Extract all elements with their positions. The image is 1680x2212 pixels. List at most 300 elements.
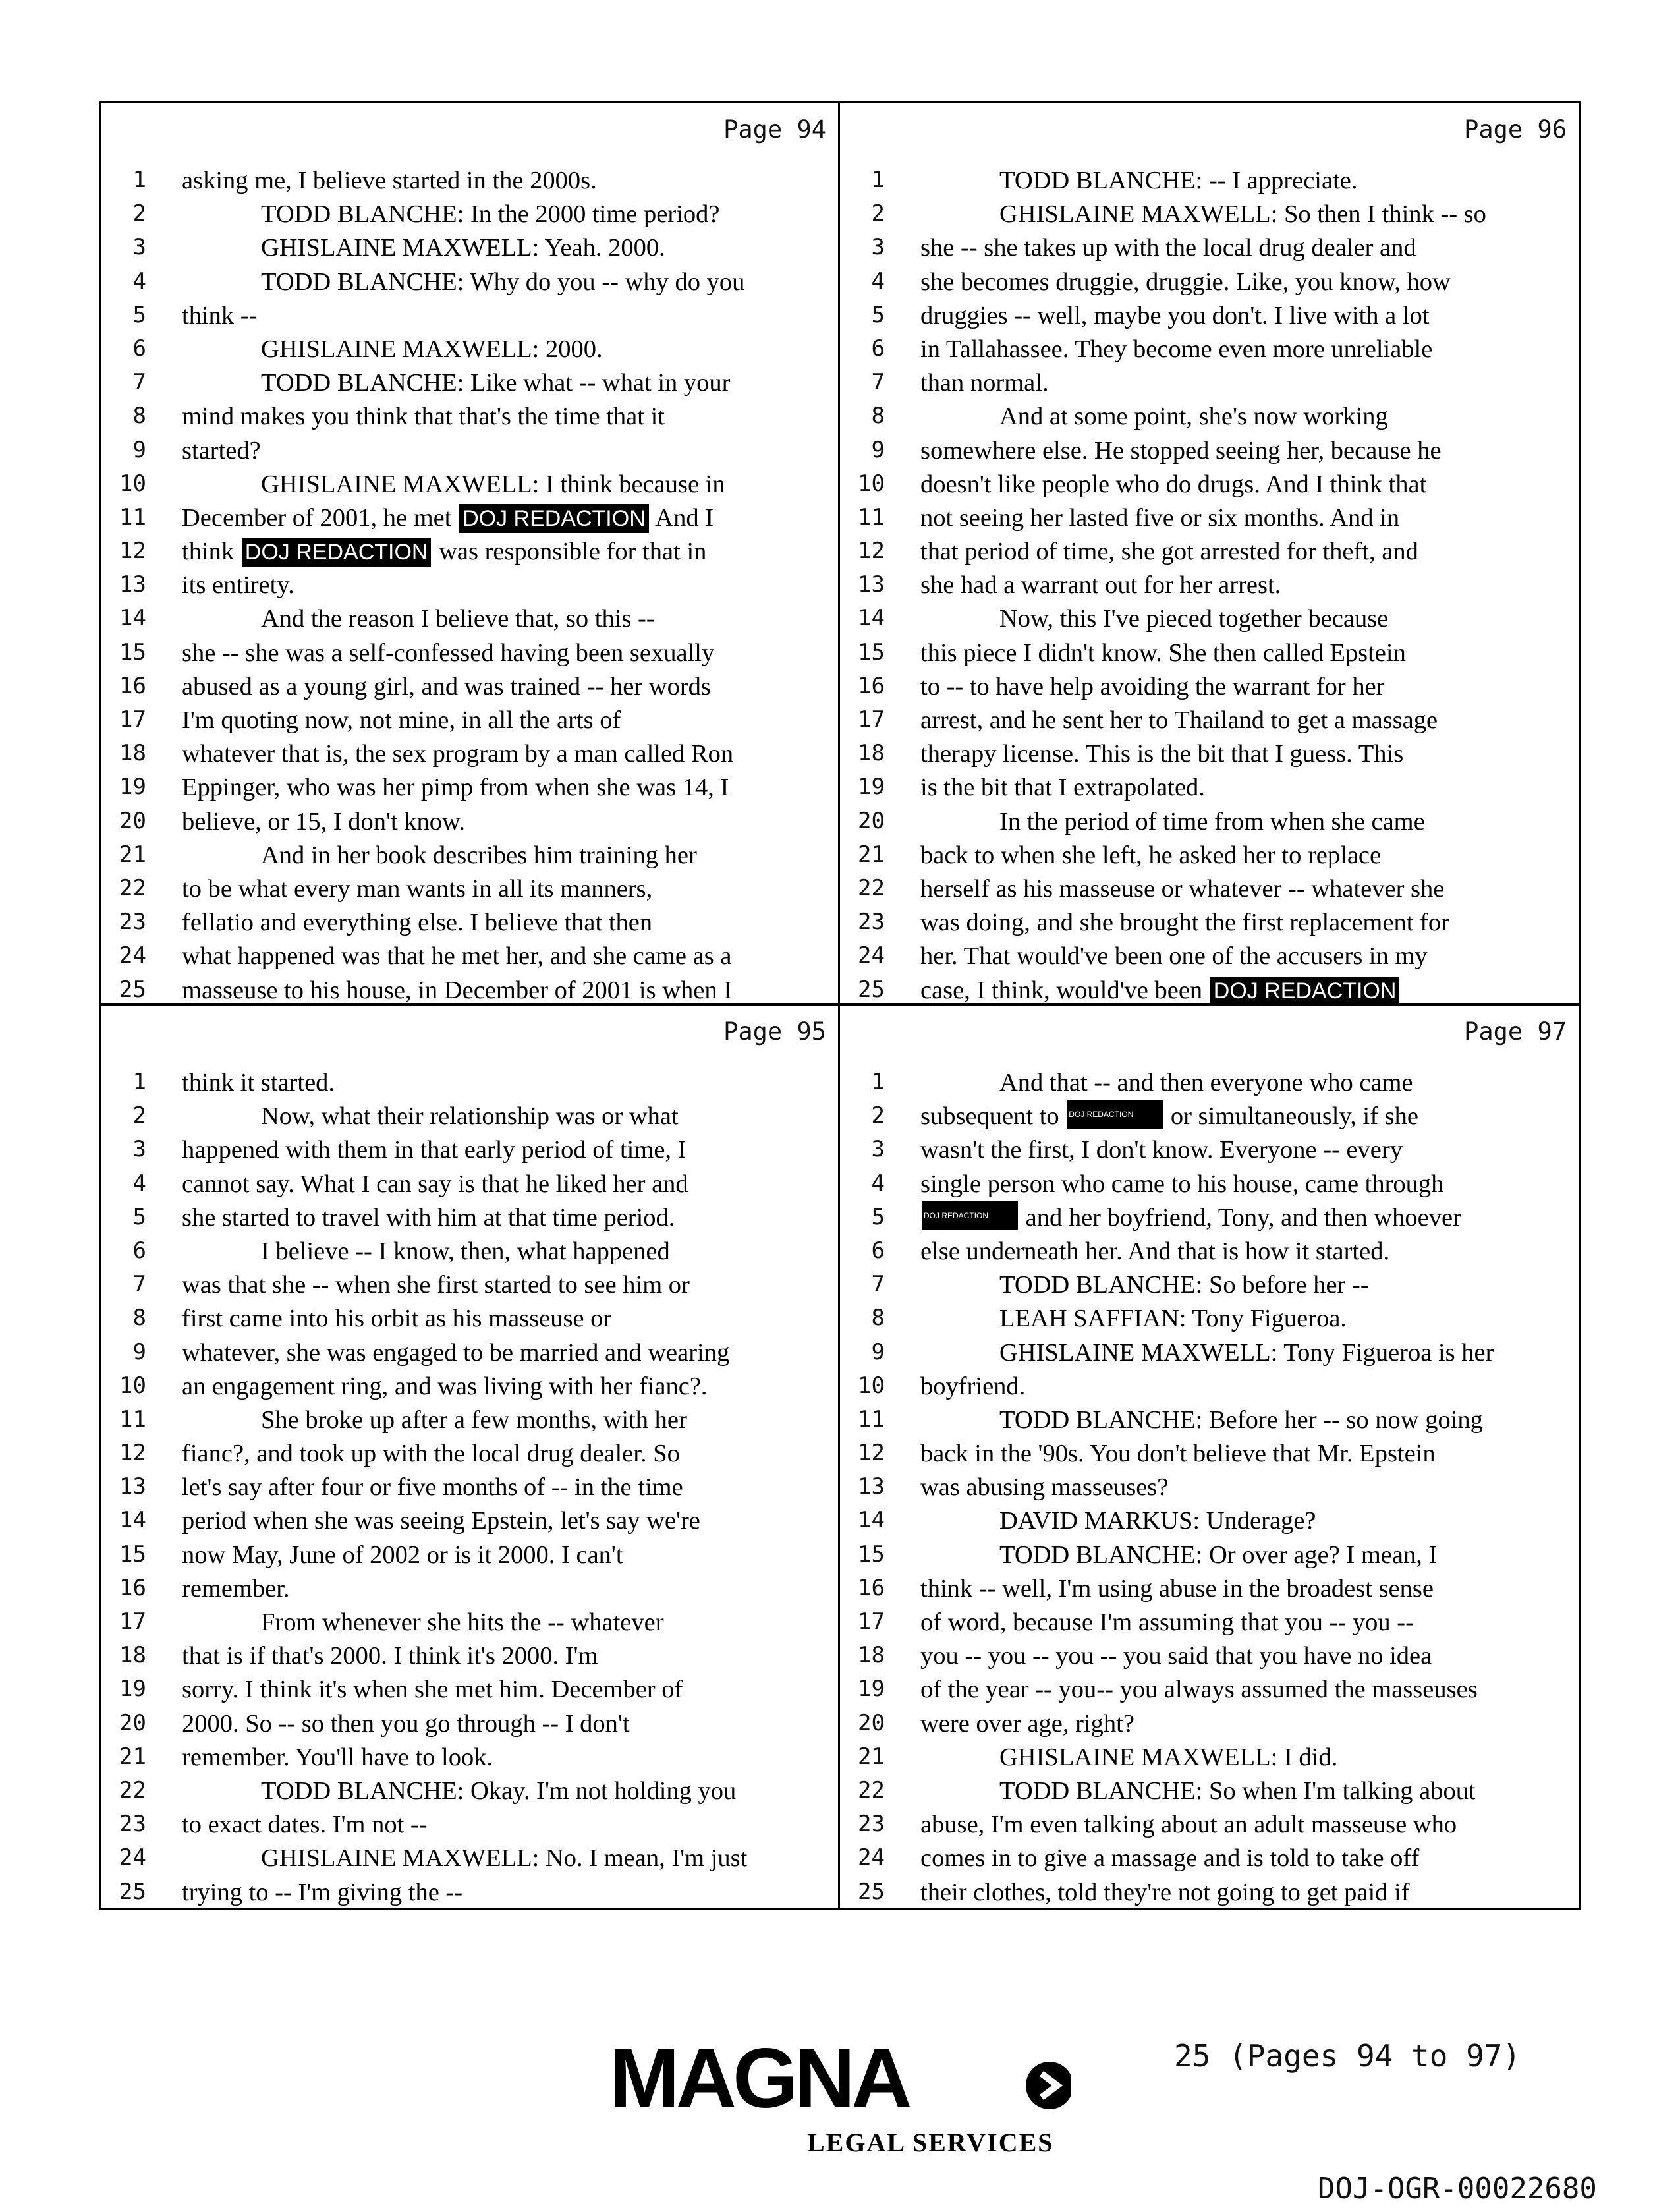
line-text <box>182 839 831 872</box>
transcript-line <box>101 266 838 299</box>
transcript-page-96 <box>840 103 1579 1006</box>
line-text <box>182 637 831 670</box>
line-text <box>920 670 1572 704</box>
line-text-segment: she becomes druggie, druggie. Like, you know, how <box>920 268 1451 296</box>
transcript-line <box>101 1539 838 1572</box>
transcript-line <box>840 198 1579 231</box>
line-number: 13 <box>858 571 885 598</box>
line-text <box>920 737 1572 771</box>
logo-subtitle: LEGAL SERVICES <box>807 2128 1054 2157</box>
line-text-segment: think -- <box>182 301 258 329</box>
line-text-segment: TODD BLANCHE: Okay. I'm not holding you <box>261 1776 737 1805</box>
line-text <box>920 1302 1572 1336</box>
transcript-page-94 <box>101 103 840 1006</box>
transcript-line <box>101 974 838 1006</box>
line-text-segment: And at some point, she's now working <box>999 403 1388 431</box>
line-text <box>920 434 1572 468</box>
line-text <box>920 637 1572 670</box>
line-text <box>920 1404 1572 1437</box>
line-text-segment: asking me, I believe started in the 2000s. <box>182 167 597 194</box>
line-text <box>182 1504 831 1538</box>
line-text <box>182 198 831 231</box>
transcript-line <box>840 1302 1579 1336</box>
line-number: 17 <box>119 1608 146 1635</box>
line-number: 4 <box>132 1170 146 1197</box>
line-text-segment: fianc?, and took up with the local drug dealer. So <box>182 1440 680 1468</box>
line-text-segment: think <box>182 538 240 566</box>
transcript-line <box>101 704 838 737</box>
line-text <box>182 266 831 299</box>
line-text-segment: arrest, and he sent her to Thailand to get a massage <box>920 706 1438 734</box>
transcript-line <box>840 839 1579 872</box>
transcript-page-95 <box>101 1006 840 1908</box>
line-text-segment: TODD BLANCHE: In the 2000 time period? <box>261 200 720 229</box>
line-number: 19 <box>858 774 885 801</box>
line-number: 4 <box>132 268 146 295</box>
line-number: 19 <box>858 1676 885 1703</box>
line-number: 12 <box>119 538 146 565</box>
line-text <box>182 1302 831 1336</box>
line-number: 5 <box>132 301 146 328</box>
line-text <box>182 1572 831 1606</box>
line-number: 17 <box>119 706 146 733</box>
line-text-segment: or simultaneously, if she <box>1164 1102 1418 1131</box>
line-number: 7 <box>132 1271 146 1298</box>
transcript-line <box>101 670 838 704</box>
transcript-line <box>840 333 1579 366</box>
line-text-segment: single person who came to his house, came through <box>920 1170 1444 1198</box>
line-text-segment: whatever, she was engaged to be married and wearing <box>182 1338 730 1367</box>
line-text <box>182 1100 831 1133</box>
line-number: 21 <box>119 841 146 868</box>
line-text <box>920 906 1572 940</box>
transcript-line <box>840 771 1579 805</box>
line-number: 24 <box>858 942 885 969</box>
transcript-line <box>101 164 838 198</box>
transcript-line <box>101 1606 838 1639</box>
line-text <box>182 1404 831 1437</box>
line-number: 11 <box>858 503 885 530</box>
line-text-segment: And that -- and then everyone who came <box>999 1069 1413 1096</box>
transcript-line <box>840 1471 1579 1504</box>
line-text-segment: an engagement ring, and was living with her fianc?. <box>182 1372 708 1400</box>
transcript-line <box>840 704 1579 737</box>
line-text-segment: was that she -- when she first started to see him or <box>182 1271 690 1299</box>
line-text-segment: wasn't the first, I don't know. Everyone -- every <box>920 1136 1403 1164</box>
line-text <box>920 1066 1572 1100</box>
line-number: 16 <box>119 1574 146 1601</box>
line-text-segment: GHISLAINE MAXWELL: So then I think -- so <box>999 200 1486 229</box>
line-number: 7 <box>871 369 885 396</box>
line-text <box>182 164 831 198</box>
line-text <box>920 366 1572 400</box>
line-number: 23 <box>858 909 885 936</box>
line-text-segment: DAVID MARKUS: Underage? <box>999 1507 1316 1535</box>
line-number: 25 <box>858 1878 885 1905</box>
transcript-line <box>840 602 1579 636</box>
line-text-segment: case, I think, would've been <box>920 976 1209 1004</box>
page-number: Page 96 <box>1464 115 1567 144</box>
line-text-segment: its entirety. <box>182 571 294 600</box>
line-text-segment: her. That would've been one of the accusers in my <box>920 942 1428 971</box>
line-number: 11 <box>858 1405 885 1432</box>
transcript-line <box>101 872 838 906</box>
line-text <box>920 1539 1572 1572</box>
redaction-box: DOJ REDACTION <box>1210 977 1400 1006</box>
line-text-segment: subsequent to <box>920 1102 1066 1131</box>
line-number: 13 <box>858 1473 885 1500</box>
line-number: 22 <box>119 1776 146 1803</box>
line-text <box>920 940 1572 973</box>
line-text-segment: December of 2001, he met <box>182 503 459 532</box>
line-text-segment: druggies -- well, maybe you don't. I live with a lot <box>920 301 1430 329</box>
transcript-line <box>101 940 838 973</box>
transcript-line <box>840 940 1579 973</box>
line-text <box>182 1437 831 1471</box>
line-number: 4 <box>871 1170 885 1197</box>
line-number: 6 <box>871 335 885 362</box>
line-text-segment: believe, or 15, I don't know. <box>182 807 465 836</box>
line-text <box>182 771 831 805</box>
line-text-segment: else underneath her. And that is how it started. <box>920 1237 1390 1265</box>
line-text <box>182 1741 831 1774</box>
line-number: 10 <box>858 1372 885 1399</box>
line-number: 25 <box>119 1878 146 1905</box>
line-text-segment: abused as a young girl, and was trained -- her words <box>182 672 711 700</box>
redaction-box: DOJ REDACTION <box>242 538 432 567</box>
line-text <box>920 1741 1572 1774</box>
line-text-segment: you -- you -- you -- you said that you have no idea <box>920 1642 1432 1670</box>
line-number: 2 <box>871 1102 885 1129</box>
line-text-segment: TODD BLANCHE: Or over age? I mean, I <box>999 1541 1438 1569</box>
line-text <box>182 1639 831 1673</box>
transcript-line <box>840 1370 1579 1404</box>
line-text <box>182 569 831 602</box>
transcript-line <box>840 1808 1579 1842</box>
line-text <box>920 1876 1572 1908</box>
transcript-line <box>101 1673 838 1707</box>
line-text <box>182 1606 831 1639</box>
line-number: 10 <box>119 470 146 497</box>
transcript-line <box>840 1639 1579 1673</box>
transcript-line <box>840 1437 1579 1471</box>
line-number: 9 <box>871 436 885 463</box>
line-text <box>182 434 831 468</box>
line-text-segment: that period of time, she got arrested for theft, and <box>920 538 1418 566</box>
transcript-line <box>840 1572 1579 1606</box>
transcript-line <box>101 1808 838 1842</box>
line-text-segment: in Tallahassee. They become even more unreliable <box>920 335 1433 363</box>
line-number: 6 <box>871 1237 885 1264</box>
transcript-line <box>840 535 1579 569</box>
line-number: 14 <box>858 1507 885 1534</box>
line-text <box>182 1235 831 1268</box>
line-text <box>182 1808 831 1842</box>
transcript-line <box>101 839 838 872</box>
transcript-line <box>840 906 1579 940</box>
transcript-line <box>101 1100 838 1133</box>
transcript-line <box>101 805 838 839</box>
line-text <box>920 198 1572 231</box>
transcript-line <box>101 1370 838 1404</box>
line-text-segment: first came into his orbit as his masseuse or <box>182 1305 612 1333</box>
page-number: Page 97 <box>1464 1017 1567 1046</box>
line-text <box>182 1673 831 1707</box>
line-number: 2 <box>871 200 885 227</box>
line-text <box>920 1707 1572 1741</box>
line-number: 8 <box>132 403 146 430</box>
transcript-line <box>101 535 838 569</box>
transcript-line <box>840 1876 1579 1908</box>
line-text-segment: 2000. So -- so then you go through -- I don't <box>182 1709 630 1738</box>
transcript-lines <box>101 164 838 1006</box>
bates-number: DOJ-OGR-00022680 <box>1318 2172 1597 2205</box>
line-text-segment: think it started. <box>182 1069 335 1096</box>
transcript-line <box>840 974 1579 1006</box>
transcript-line <box>840 670 1579 704</box>
transcript-line <box>840 569 1579 602</box>
transcript-line <box>101 1235 838 1268</box>
transcript-line <box>101 1336 838 1370</box>
line-text <box>920 1471 1572 1504</box>
transcript-line <box>840 1504 1579 1538</box>
line-text-segment: to exact dates. I'm not -- <box>182 1811 428 1839</box>
line-text <box>182 1774 831 1808</box>
line-text-segment: And in her book describes him training her <box>261 841 697 869</box>
line-text <box>920 1370 1572 1404</box>
transcript-line <box>101 1201 838 1235</box>
line-number: 11 <box>119 503 146 530</box>
line-text <box>182 1539 831 1572</box>
line-number: 14 <box>119 1507 146 1534</box>
transcript-line <box>101 400 838 434</box>
line-text <box>920 1504 1572 1538</box>
line-number: 7 <box>871 1271 885 1298</box>
line-number: 20 <box>119 807 146 834</box>
line-text <box>182 1707 831 1741</box>
line-number: 21 <box>858 1743 885 1770</box>
line-text-segment: LEAH SAFFIAN: Tony Figueroa. <box>999 1305 1347 1333</box>
line-text <box>920 805 1572 839</box>
transcript-line <box>840 872 1579 906</box>
transcript-line <box>840 737 1579 771</box>
line-number: 3 <box>132 234 146 261</box>
transcript-line <box>840 1842 1579 1875</box>
line-text-segment: GHISLAINE MAXWELL: No. I mean, I'm just <box>261 1844 748 1873</box>
line-number: 10 <box>858 470 885 497</box>
line-text-segment: of word, because I'm assuming that you -- you -- <box>920 1608 1414 1636</box>
line-text-segment: she started to travel with him at that time period. <box>182 1203 675 1232</box>
line-number: 8 <box>132 1305 146 1332</box>
line-text-segment: boyfriend. <box>920 1372 1026 1400</box>
line-number: 8 <box>871 403 885 430</box>
line-number: 1 <box>132 1069 146 1095</box>
line-number: 17 <box>858 1608 885 1635</box>
line-text <box>920 266 1572 299</box>
line-number: 15 <box>119 638 146 666</box>
line-text-segment: TODD BLANCHE: So when I'm talking about <box>999 1776 1476 1805</box>
transcript-line <box>101 569 838 602</box>
transcript-line <box>101 1471 838 1504</box>
line-number: 6 <box>132 335 146 362</box>
line-text <box>182 974 831 1006</box>
line-text-segment: fellatio and everything else. I believe that then <box>182 909 653 937</box>
line-text-segment: remember. You'll have to look. <box>182 1743 493 1771</box>
line-number: 25 <box>858 976 885 1003</box>
line-text-segment: She broke up after a few months, with her <box>261 1405 687 1434</box>
transcript-line <box>101 771 838 805</box>
transcript-line <box>840 231 1579 265</box>
transcript-line <box>101 333 838 366</box>
line-text-segment: happened with them in that early period of time, I <box>182 1136 686 1164</box>
transcript-line <box>840 434 1579 468</box>
line-text-segment: she had a warrant out for her arrest. <box>920 571 1281 600</box>
line-text <box>182 602 831 636</box>
redaction-box: DOJ REDACTION <box>922 1201 1018 1230</box>
transcript-line <box>101 1404 838 1437</box>
line-text <box>920 468 1572 501</box>
line-text-segment: think -- well, I'm using abuse in the broadest sense <box>920 1574 1434 1602</box>
transcript-line <box>840 1066 1579 1100</box>
line-text-segment: Now, this I've pieced together because <box>999 605 1389 633</box>
line-number: 18 <box>858 1642 885 1669</box>
line-text <box>920 1437 1572 1471</box>
line-text-segment: was responsible for that in <box>432 538 707 566</box>
line-number: 23 <box>119 1811 146 1838</box>
line-text-segment: mind makes you think that that's the time that it <box>182 403 665 431</box>
transcript-line <box>101 1774 838 1808</box>
line-number: 22 <box>119 874 146 901</box>
transcript-line <box>840 637 1579 670</box>
transcript-line <box>840 299 1579 333</box>
transcript-line <box>840 1235 1579 1268</box>
line-text <box>920 1133 1572 1167</box>
line-text <box>920 771 1572 805</box>
line-number: 23 <box>858 1811 885 1838</box>
line-text-segment: trying to -- I'm giving the -- <box>182 1878 463 1906</box>
line-text-segment: GHISLAINE MAXWELL: I did. <box>999 1743 1338 1771</box>
transcript-line <box>101 1741 838 1774</box>
line-text <box>920 1808 1572 1842</box>
line-text-segment: From whenever she hits the -- whatever <box>261 1608 664 1636</box>
line-number: 19 <box>119 1676 146 1703</box>
transcript-line <box>840 164 1579 198</box>
transcript-line <box>101 1876 838 1908</box>
transcript-line <box>101 198 838 231</box>
line-text-segment: is the bit that I extrapolated. <box>920 774 1205 802</box>
line-text <box>182 1066 831 1100</box>
line-number: 1 <box>132 167 146 193</box>
line-number: 24 <box>119 942 146 969</box>
line-text-segment: started? <box>182 436 261 465</box>
line-text <box>920 839 1572 872</box>
line-text-segment: their clothes, told they're not going to get paid if <box>920 1878 1410 1906</box>
line-text-segment: TODD BLANCHE: Like what -- what in your <box>261 369 731 397</box>
line-text-segment: TODD BLANCHE: Before her -- so now going <box>999 1405 1483 1434</box>
line-text <box>920 569 1572 602</box>
redaction-box: DOJ REDACTION <box>1067 1100 1163 1129</box>
line-number: 15 <box>858 638 885 666</box>
line-text-segment: TODD BLANCHE: -- I appreciate. <box>999 167 1358 194</box>
line-number: 12 <box>858 538 885 565</box>
transcript-line <box>840 1268 1579 1302</box>
transcript-line <box>840 1201 1579 1235</box>
line-text-segment: she -- she was a self-confessed having been sexually <box>182 638 715 667</box>
line-text-segment: herself as his masseuse or whatever -- whatever she <box>920 874 1445 903</box>
line-text <box>920 1268 1572 1302</box>
line-text <box>182 1876 831 1908</box>
line-text <box>920 501 1572 535</box>
line-number: 25 <box>119 976 146 1003</box>
transcript-page-97 <box>840 1006 1579 1908</box>
transcript-line <box>101 637 838 670</box>
transcript-line <box>101 906 838 940</box>
line-text <box>182 1201 831 1235</box>
line-number: 5 <box>871 301 885 328</box>
line-text <box>182 704 831 737</box>
line-text-segment: GHISLAINE MAXWELL: I think because in <box>261 470 725 498</box>
line-text <box>182 535 831 569</box>
line-number: 17 <box>858 706 885 733</box>
transcript-lines <box>101 1066 838 1908</box>
transcript-grid <box>99 101 1581 1910</box>
line-text <box>920 1168 1572 1201</box>
line-text <box>920 1201 1572 1235</box>
line-text-segment: Eppinger, who was her pimp from when she was 14, I <box>182 774 729 802</box>
transcript-line <box>840 1336 1579 1370</box>
line-number: 9 <box>132 436 146 463</box>
transcript-line <box>101 299 838 333</box>
line-text-segment: somewhere else. He stopped seeing her, because he <box>920 436 1442 465</box>
line-number: 4 <box>871 268 885 295</box>
line-text-segment: abuse, I'm even talking about an adult masseuse who <box>920 1811 1457 1839</box>
line-number: 18 <box>119 740 146 767</box>
line-text <box>182 1336 831 1370</box>
line-number: 2 <box>132 200 146 227</box>
line-text <box>182 231 831 265</box>
line-number: 18 <box>119 1642 146 1669</box>
transcript-line <box>840 501 1579 535</box>
magna-logo <box>609 2036 1071 2161</box>
line-number: 21 <box>858 841 885 868</box>
transcript-line <box>101 1168 838 1201</box>
transcript-line <box>101 1707 838 1741</box>
line-number: 2 <box>132 1102 146 1129</box>
line-number: 20 <box>119 1709 146 1736</box>
transcript-line <box>840 805 1579 839</box>
line-text-segment: masseuse to his house, in December of 2001 is when I <box>182 976 733 1004</box>
transcript-line <box>840 468 1579 501</box>
line-number: 16 <box>858 1574 885 1601</box>
line-text-segment: And I <box>650 503 714 532</box>
line-text-segment: TODD BLANCHE: Why do you -- why do you <box>261 268 745 296</box>
line-text <box>920 1639 1572 1673</box>
line-text-segment: what happened was that he met her, and she came as a <box>182 942 732 971</box>
line-number: 6 <box>132 1237 146 1264</box>
line-text <box>920 872 1572 906</box>
transcript-line <box>101 434 838 468</box>
transcript-line <box>840 266 1579 299</box>
line-text <box>182 366 831 400</box>
line-number: 15 <box>119 1541 146 1568</box>
line-number: 1 <box>871 1069 885 1095</box>
line-number: 15 <box>858 1541 885 1568</box>
line-text-segment: was abusing masseuses? <box>920 1473 1169 1502</box>
line-text-segment: I believe -- I know, then, what happened <box>261 1237 670 1265</box>
line-text-segment: back in the '90s. You don't believe that Mr. Epstein <box>920 1440 1436 1468</box>
line-number: 23 <box>119 909 146 936</box>
transcript-line <box>840 1133 1579 1167</box>
